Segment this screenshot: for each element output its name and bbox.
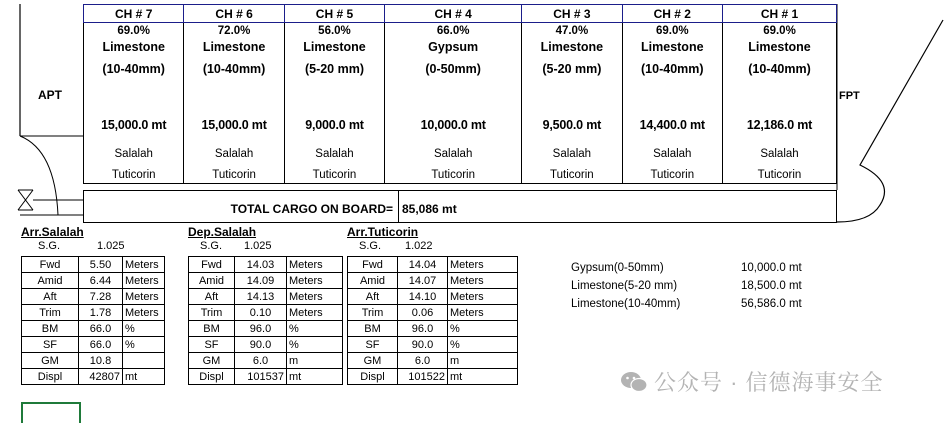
condition-row [189, 321, 343, 337]
hold-quantity: 10,000.0 mt [420, 118, 486, 132]
sg-label: S.G. [200, 240, 223, 252]
hold-discharge-port: Tuticorin [650, 169, 695, 181]
hold-discharge-port: Tuticorin [431, 169, 475, 181]
condition-param-unit[interactable]: % [448, 337, 518, 353]
condition-param-value[interactable]: 10.8 [79, 353, 123, 369]
condition-param-unit[interactable]: Meters [287, 289, 343, 305]
hold-cargo-size: (5-20 mm) [304, 62, 364, 76]
condition-param-name[interactable]: Trim [22, 305, 79, 321]
condition-param-unit[interactable]: mt [287, 369, 343, 385]
condition-row [348, 353, 518, 369]
hold-load-port: Salalah [315, 148, 354, 160]
sg-label: S.G. [359, 240, 382, 252]
summary-cargo-name: Limestone(5-20 mm) [571, 280, 678, 292]
condition-param-value[interactable]: 6.0 [235, 353, 287, 369]
condition-param-name[interactable]: Trim [348, 305, 398, 321]
hold-fill-percent: 66.0% [436, 25, 470, 37]
condition-param-name[interactable]: Amid [189, 273, 235, 289]
condition-param-unit[interactable]: m [287, 353, 343, 369]
condition-param-name[interactable]: Fwd [22, 257, 79, 273]
hold-fill-percent: 56.0% [318, 25, 351, 37]
condition-param-name[interactable]: SF [189, 337, 235, 353]
condition-row [189, 257, 343, 273]
hold-cargo-size: (5-20 mm) [542, 62, 602, 76]
condition-table [21, 256, 165, 385]
condition-param-unit[interactable]: % [448, 321, 518, 337]
condition-param-unit[interactable]: Meters [123, 289, 165, 305]
hold-load-port: Salalah [214, 148, 254, 160]
hold-load-port: Salalah [433, 148, 473, 160]
sg-row [347, 240, 518, 256]
condition-row [348, 305, 518, 321]
condition-row [22, 337, 165, 353]
condition-row [22, 273, 165, 289]
condition-param-value[interactable]: 5.50 [79, 257, 123, 273]
hold-cargo-size: (10-40mm) [202, 62, 266, 76]
condition-row [348, 369, 518, 385]
hold-cargo-type: Gypsum [428, 40, 479, 54]
condition-row [348, 321, 518, 337]
cargo-holds-table [83, 4, 837, 184]
hold-fill-percent: 47.0% [555, 25, 589, 37]
hold-cell[interactable] [522, 23, 622, 184]
condition-param-name[interactable]: BM [189, 321, 235, 337]
condition-title: Arr.Tuticorin [347, 225, 419, 239]
condition-param-value[interactable]: 7.28 [79, 289, 123, 305]
condition-param-value[interactable]: 90.0 [235, 337, 287, 353]
condition-param-unit[interactable]: Meters [287, 257, 343, 273]
hold-header: CH # 3 [522, 5, 622, 23]
condition-param-name[interactable]: GM [189, 353, 235, 369]
condition-row [189, 273, 343, 289]
condition-table [188, 256, 343, 385]
sg-value[interactable]: 1.025 [97, 240, 125, 252]
hold-cargo-type: Limestone [641, 40, 704, 54]
condition-param-value[interactable]: 42807 [79, 369, 123, 385]
condition-param-unit[interactable]: Meters [448, 257, 518, 273]
hold-cargo-size: (10-40mm) [748, 62, 811, 76]
hold-discharge-port: Tuticorin [212, 169, 256, 181]
apt-label: APT [38, 88, 62, 102]
hold-discharge-port: Tuticorin [757, 169, 802, 181]
condition-param-value[interactable]: 96.0 [235, 321, 287, 337]
sg-value[interactable]: 1.022 [405, 240, 433, 252]
divider [398, 191, 399, 222]
condition-row [348, 289, 518, 305]
hold-header: CH # 2 [622, 5, 722, 23]
condition-row [22, 321, 165, 337]
hold-cargo-size: (10-40mm) [641, 62, 704, 76]
total-cargo-value[interactable]: 85,086 mt [402, 202, 457, 216]
hold-fill-percent: 69.0% [655, 25, 689, 37]
condition-param-unit[interactable]: m [448, 353, 518, 369]
hold-header: CH # 4 [385, 5, 522, 23]
condition-param-unit[interactable]: Meters [448, 289, 518, 305]
condition-row [22, 353, 165, 369]
rudder-icon [18, 190, 83, 210]
condition-param-unit[interactable]: Meters [123, 305, 165, 321]
total-cargo-label: TOTAL CARGO ON BOARD= [230, 202, 393, 216]
condition-row [22, 289, 165, 305]
condition-arr-tuticorin [347, 225, 518, 385]
summary-cargo-amount[interactable]: 10,000.0 mt [741, 262, 802, 274]
condition-param-name[interactable]: BM [348, 321, 398, 337]
summary-cargo-name: Limestone(10-40mm) [571, 298, 681, 310]
selected-cell-outline[interactable] [21, 402, 81, 423]
condition-param-value[interactable]: 90.0 [398, 337, 448, 353]
hold-discharge-port: Tuticorin [312, 169, 357, 181]
condition-title: Arr.Salalah [21, 225, 84, 239]
hold-cargo-size: (0-50mm) [425, 62, 481, 76]
summary-row [571, 280, 821, 298]
condition-param-name[interactable]: Amid [348, 273, 398, 289]
condition-param-value[interactable]: 14.10 [398, 289, 448, 305]
hold-cargo-type: Limestone [202, 40, 266, 54]
cargo-summary [571, 262, 821, 316]
condition-param-unit[interactable]: Meters [123, 273, 165, 289]
summary-cargo-amount[interactable]: 56,586.0 mt [741, 298, 802, 310]
condition-row [348, 273, 518, 289]
condition-param-name[interactable]: Aft [22, 289, 79, 305]
condition-param-unit[interactable]: % [287, 337, 343, 353]
condition-param-name[interactable]: Fwd [348, 257, 398, 273]
condition-param-value[interactable]: 66.0 [79, 321, 123, 337]
condition-param-value[interactable]: 14.09 [235, 273, 287, 289]
hold-load-port: Salalah [114, 148, 153, 160]
hold-quantity: 12,186.0 mt [746, 118, 813, 132]
hold-cargo-type: Limestone [540, 40, 604, 54]
condition-param-unit[interactable]: % [123, 321, 165, 337]
condition-param-name[interactable]: BM [22, 321, 79, 337]
condition-param-unit[interactable]: Meters [448, 305, 518, 321]
watermark-text: 公众号 · 信德海事安全 [654, 370, 884, 395]
condition-arr-salalah [21, 225, 165, 385]
condition-param-unit[interactable]: Meters [287, 305, 343, 321]
condition-row [189, 337, 343, 353]
condition-param-name[interactable]: Amid [22, 273, 79, 289]
sg-value[interactable]: 1.025 [244, 240, 272, 252]
condition-param-value[interactable]: 66.0 [79, 337, 123, 353]
hold-quantity: 9,500.0 mt [542, 118, 602, 132]
condition-param-value[interactable]: 0.06 [398, 305, 448, 321]
hold-cargo-type: Limestone [303, 40, 366, 54]
condition-param-name[interactable]: Displ [22, 369, 79, 385]
condition-row [348, 337, 518, 353]
hold-fill-percent: 69.0% [763, 25, 796, 37]
sg-label: S.G. [38, 240, 61, 252]
condition-title: Dep.Salalah [188, 225, 257, 239]
condition-param-name[interactable]: GM [22, 353, 79, 369]
condition-param-name[interactable]: Fwd [189, 257, 235, 273]
hold-fill-percent: 69.0% [117, 25, 150, 37]
hold-load-port: Salalah [760, 148, 799, 160]
hold-cell[interactable] [723, 23, 837, 184]
condition-table [347, 256, 518, 385]
condition-row [348, 257, 518, 273]
hold-load-port: Salalah [653, 148, 692, 160]
hold-header: CH # 7 [84, 5, 184, 23]
summary-cargo-name: Gypsum(0-50mm) [571, 262, 664, 274]
condition-param-value[interactable]: 1.78 [79, 305, 123, 321]
condition-param-value[interactable]: 14.07 [398, 273, 448, 289]
condition-row [189, 353, 343, 369]
sg-row [21, 240, 165, 256]
hold-quantity: 15,000.0 mt [101, 118, 167, 132]
hold-cell[interactable] [184, 23, 284, 184]
condition-param-unit[interactable]: Meters [123, 257, 165, 273]
hold-cargo-size: (10-40mm) [102, 62, 165, 76]
condition-param-value[interactable]: 96.0 [398, 321, 448, 337]
condition-param-name[interactable]: SF [22, 337, 79, 353]
condition-param-unit[interactable]: mt [448, 369, 518, 385]
condition-param-name[interactable]: Displ [189, 369, 235, 385]
condition-param-unit[interactable]: % [123, 337, 165, 353]
condition-param-name[interactable]: GM [348, 353, 398, 369]
hold-cargo-type: Limestone [102, 40, 165, 54]
condition-param-name[interactable]: Displ [348, 369, 398, 385]
hold-fill-percent: 72.0% [217, 25, 251, 37]
condition-param-name[interactable]: SF [348, 337, 398, 353]
summary-row [571, 298, 821, 316]
wechat-icon [620, 371, 648, 393]
hold-discharge-port: Tuticorin [111, 169, 156, 181]
condition-param-name[interactable]: Aft [348, 289, 398, 305]
hold-cargo-type: Limestone [748, 40, 811, 54]
hold-quantity: 9,000.0 mt [305, 118, 364, 132]
hold-quantity: 14,400.0 mt [639, 118, 705, 132]
condition-param-name[interactable]: Aft [189, 289, 235, 305]
hold-header: CH # 5 [284, 5, 384, 23]
condition-dep-salalah [188, 225, 343, 385]
condition-param-value[interactable]: 101537 [235, 369, 287, 385]
condition-param-unit[interactable]: mt [123, 369, 165, 385]
condition-param-value[interactable]: 14.03 [235, 257, 287, 273]
hold-cell[interactable] [622, 23, 722, 184]
hold-cell[interactable] [84, 23, 184, 184]
hold-header: CH # 1 [723, 5, 837, 23]
condition-param-value[interactable]: 6.0 [398, 353, 448, 369]
condition-param-unit[interactable]: Meters [448, 273, 518, 289]
condition-param-unit[interactable]: Meters [287, 273, 343, 289]
hold-quantity: 15,000.0 mt [201, 118, 267, 132]
condition-param-value[interactable]: 0.10 [235, 305, 287, 321]
condition-param-name[interactable]: Trim [189, 305, 235, 321]
condition-row [22, 305, 165, 321]
summary-row [571, 262, 821, 280]
hold-cell[interactable] [385, 23, 522, 184]
hold-cell[interactable] [284, 23, 384, 184]
fpt-label: FPT [839, 90, 860, 102]
condition-param-value[interactable]: 101522 [398, 369, 448, 385]
watermark [620, 366, 884, 397]
condition-param-unit[interactable] [123, 353, 165, 369]
hold-load-port: Salalah [552, 148, 592, 160]
condition-row [189, 369, 343, 385]
condition-param-value[interactable]: 14.04 [398, 257, 448, 273]
condition-row [189, 289, 343, 305]
condition-param-value[interactable]: 6.44 [79, 273, 123, 289]
hold-header: CH # 6 [184, 5, 284, 23]
condition-row [22, 257, 165, 273]
hold-discharge-port: Tuticorin [550, 169, 594, 181]
total-cargo-row [83, 190, 837, 223]
condition-param-value[interactable]: 14.13 [235, 289, 287, 305]
sg-row [188, 240, 343, 256]
condition-param-unit[interactable]: % [287, 321, 343, 337]
condition-row [189, 305, 343, 321]
summary-cargo-amount[interactable]: 18,500.0 mt [741, 280, 802, 292]
condition-row [22, 369, 165, 385]
